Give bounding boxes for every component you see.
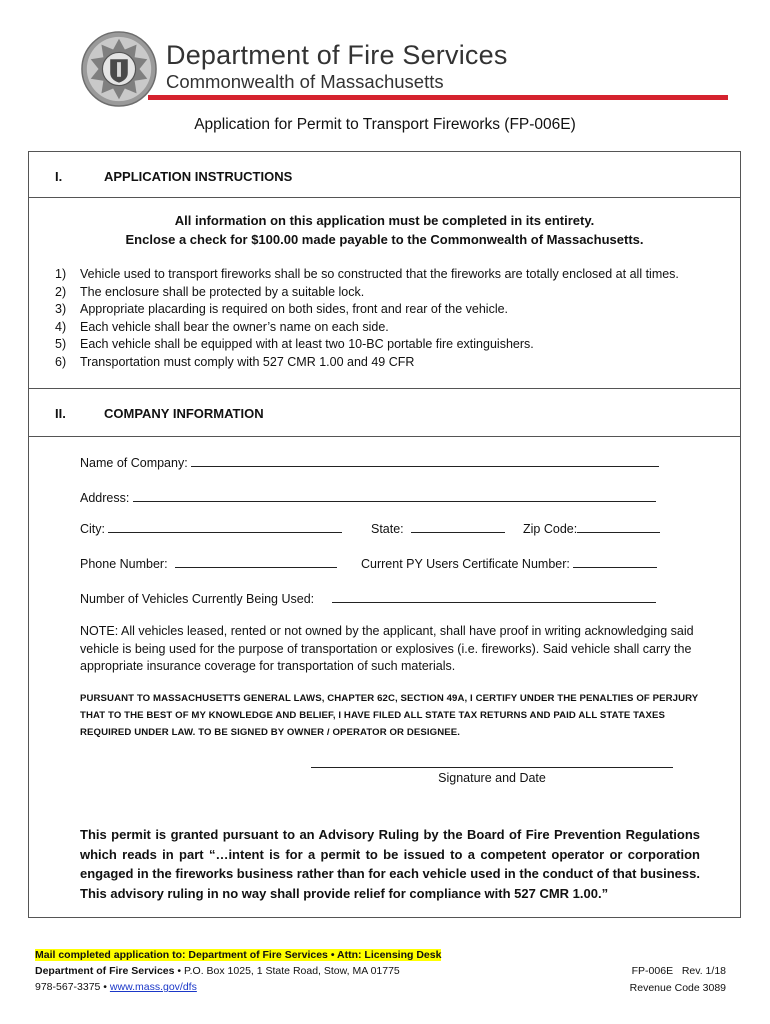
page-header xyxy=(78,28,728,100)
instruction-notice-2: Enclose a check for $100.00 made payable to the Commonwealth of Massachusetts. xyxy=(125,232,644,247)
section-divider xyxy=(29,436,740,437)
address-field[interactable] xyxy=(80,488,656,505)
phone-input[interactable] xyxy=(175,554,337,568)
website-link[interactable]: www.mass.gov/dfs xyxy=(109,981,197,993)
form-title: Application for Permit to Transport Fireworks (FP-006E) xyxy=(194,116,576,133)
form-revision-block xyxy=(630,963,726,997)
tax-certification: PURSUANT TO MASSACHUSETTS GENERAL LAWS, CHAPTER 62C, SECTION 49A, I CERTIFY UNDER THE PENALTIES OF PERJURY THAT TO THE BEST OF MY KNOWLEDGE AND BELIEF, I HAVE FILED ALL STATE TAX RETURNS AND PAID ALL STATE TAXES REQUIRED UNDER LAW. TO BE SIGNED BY OWNER / OPERATOR OR DESIGNEE. xyxy=(80,693,699,738)
vehicles-count-input[interactable] xyxy=(332,589,656,603)
massachusetts-seal-icon xyxy=(80,30,158,108)
section-2-number: II. xyxy=(55,406,66,421)
vehicle-note: NOTE: All vehicles leased, rented or not owned by the applicant, shall have proof in writing acknowledging said vehicle is being used for the purpose of transportation or explosives (i.e. fireworks). Said vehicle shall carry the appropriate insurance coverage for transportation of such materials. xyxy=(80,624,694,673)
section-divider xyxy=(29,388,740,389)
company-name-input[interactable] xyxy=(191,453,659,467)
state-input[interactable] xyxy=(411,519,505,533)
section-2-title: COMPANY INFORMATION xyxy=(104,406,264,421)
state-label: State: xyxy=(371,522,404,536)
mail-instructions: Mail completed application to: Department of Fire Services • Attn: Licensing Desk xyxy=(35,949,442,961)
list-item: 1) Vehicle used to transport fireworks shall be so constructed that the fireworks are totally enclosed at all times. xyxy=(55,267,679,281)
section-1-title: APPLICATION INSTRUCTIONS xyxy=(104,169,293,184)
footer-address: • P.O. Box 1025, 1 State Road, Stow, MA 01775 xyxy=(174,965,400,977)
py-certificate-field[interactable] xyxy=(361,554,657,571)
application-form xyxy=(28,151,741,918)
footer-dept-name: Department of Fire Services xyxy=(35,965,175,977)
instruction-list xyxy=(55,266,679,372)
city-input[interactable] xyxy=(108,519,342,533)
department-title: Department of Fire Services xyxy=(166,40,508,70)
py-certificate-input[interactable] xyxy=(573,554,657,568)
list-item: 5) Each vehicle shall be equipped with at least two 10-BC portable fire extinguishers. xyxy=(55,337,534,352)
state-field[interactable] xyxy=(371,519,505,536)
zip-label: Zip Code: xyxy=(523,522,578,536)
section-divider xyxy=(29,197,740,198)
zip-field[interactable] xyxy=(523,519,660,536)
city-label: City: xyxy=(80,522,105,536)
city-field[interactable] xyxy=(80,519,342,536)
form-revision: FP-006E Rev. 1/18 xyxy=(631,965,726,977)
instruction-notice-1: All information on this application must be completed in its entirety. xyxy=(174,213,595,228)
company-name-field[interactable] xyxy=(80,453,659,470)
section-1-number: I. xyxy=(55,169,63,184)
vehicles-count-label: Number of Vehicles Currently Being Used: xyxy=(80,592,315,606)
vehicles-count-field[interactable] xyxy=(80,589,656,606)
list-item: 2) The enclosure shall be protected by a suitable lock. xyxy=(55,284,365,299)
header-divider xyxy=(148,95,728,100)
revenue-code: Revenue Code 3089 xyxy=(629,982,726,994)
address-input[interactable] xyxy=(133,488,656,502)
list-item: 6) Transportation must comply with 527 CMR 1.00 and 49 CFR xyxy=(55,354,415,369)
py-certificate-label: Current PY Users Certificate Number: xyxy=(361,557,570,571)
zip-input[interactable] xyxy=(577,519,660,533)
phone-field[interactable] xyxy=(80,554,337,571)
signature-line[interactable] xyxy=(311,767,673,768)
commonwealth-subtitle: Commonwealth of Massachusetts xyxy=(166,71,444,92)
list-item: 4) Each vehicle shall bear the owner’s name on each side. xyxy=(55,319,389,334)
advisory-ruling: This permit is granted pursuant to an Advisory Ruling by the Board of Fire Prevention Regulations which reads in part “…intent is for a permit to be issued to a competent operator or corporation engaged in the fireworks business rather than for each vehicle used in the conduct of that business. This advisory ruling in no way shall provide relief for compliance with 527 CMR 1.00.” xyxy=(80,827,700,901)
signature-label: Signature and Date xyxy=(438,771,546,785)
list-item: 3) Appropriate placarding is required on both sides, front and rear of the vehicle. xyxy=(55,302,509,317)
address-label: Address: xyxy=(80,491,130,505)
company-name-label: Name of Company: xyxy=(80,456,188,470)
footer-phone: 978-567-3375 • xyxy=(35,981,110,993)
phone-label: Phone Number: xyxy=(80,557,168,571)
